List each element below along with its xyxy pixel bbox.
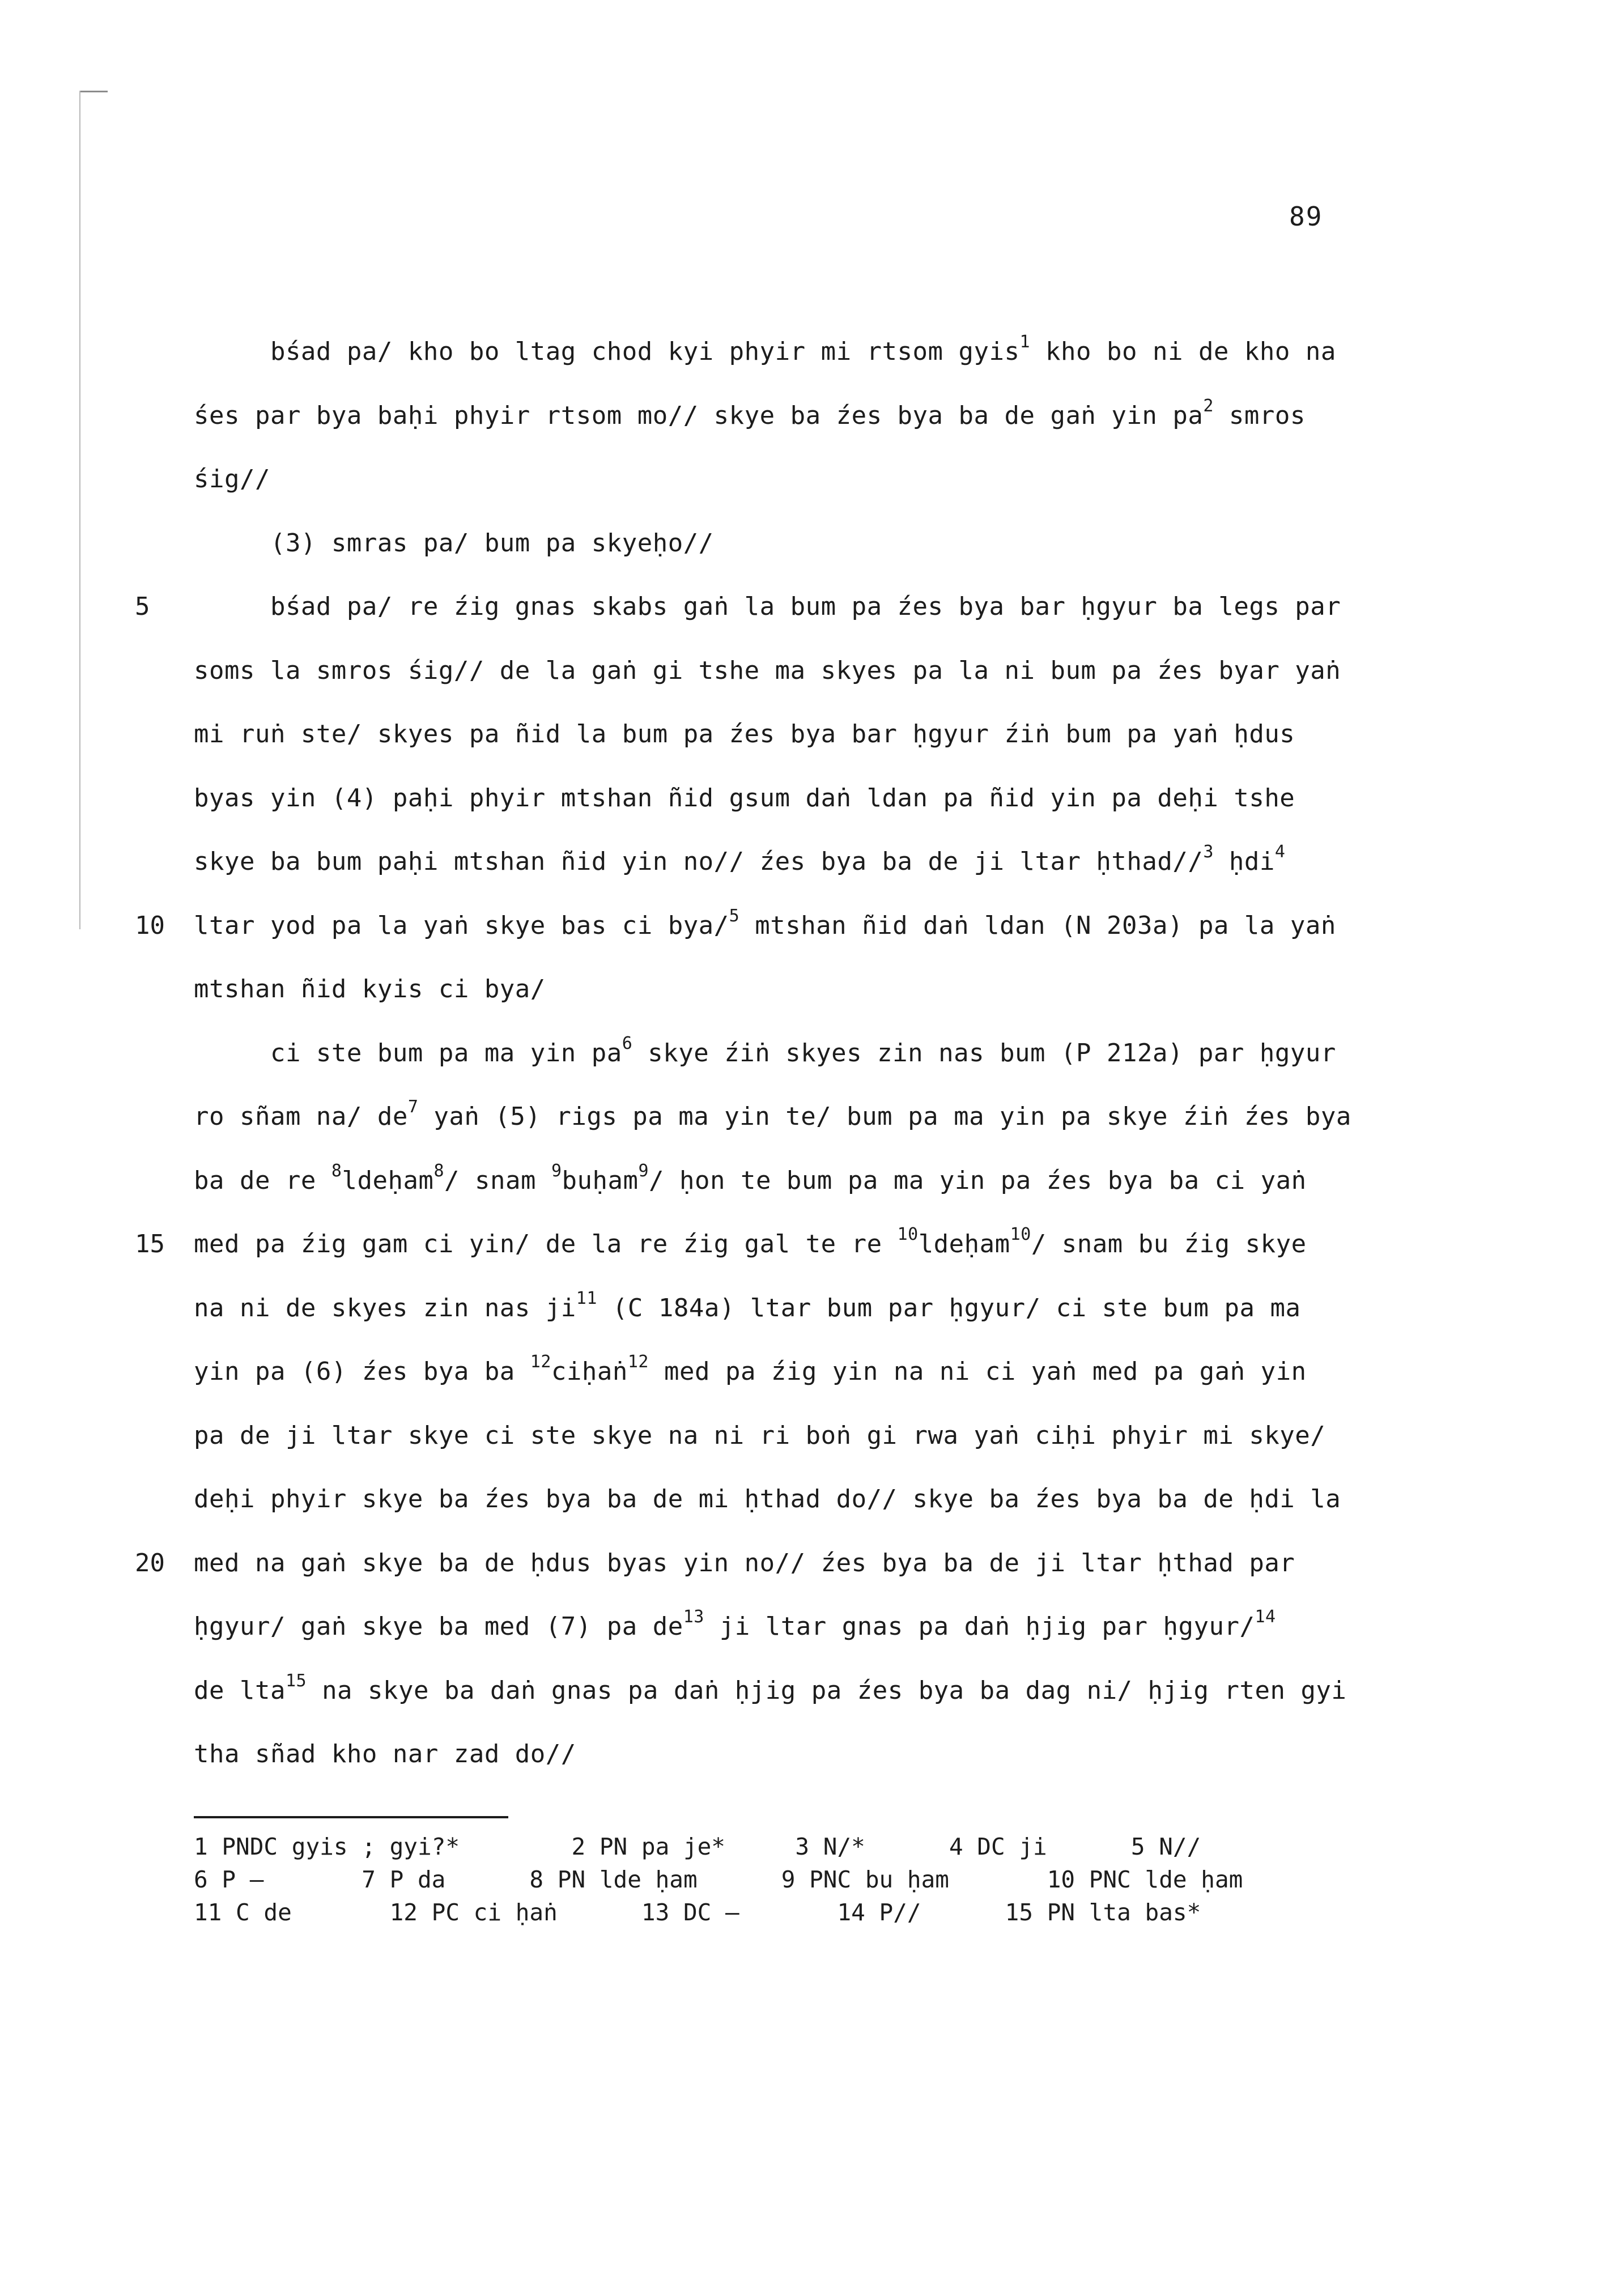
text-segment: yin pa (6) źes bya ba — [194, 1357, 530, 1386]
text-segment: / snam — [444, 1166, 551, 1195]
footnote-marker: 8 — [331, 1160, 342, 1181]
text-segment: ldeḥam — [342, 1166, 434, 1195]
text-segment: ḥdi — [1213, 847, 1275, 876]
footnote-marker: 2 — [1203, 396, 1214, 416]
footnote-marker: 12 — [627, 1352, 649, 1372]
text-segment: ḥgyur/ gaṅ skye ba med (7) pa de — [194, 1612, 683, 1641]
text-line — [194, 767, 1440, 831]
text-segment: soms la smros śig// de la gaṅ gi tshe ma skyes pa la ni bum pa źes byar yaṅ — [194, 656, 1341, 685]
text-segment: bśad pa/ re źig gnas skabs gaṅ la bum pa źes bya bar ḥgyur ba legs par — [194, 592, 1341, 621]
text-segment: na skye ba daṅ gnas pa daṅ ḥjig pa źes bya ba dag ni/ ḥjig rten gyi — [307, 1676, 1347, 1705]
text-segment: pa de ji ltar skye ci ste skye na ni ri boṅ gi rwa yaṅ ciḥi phyir mi skye/ — [194, 1421, 1326, 1450]
text-segment: skye źiṅ skyes zin nas bum (P 212a) par ḥgyur — [632, 1038, 1336, 1068]
footnote-marker: 14 — [1255, 1607, 1276, 1627]
text-segment: ji ltar gnas pa daṅ ḥjig par ḥgyur/ — [704, 1612, 1255, 1641]
footnote-separator-rule — [194, 1816, 508, 1818]
footnote-marker: 10 — [1010, 1224, 1031, 1244]
text-segment: mtshan ñid kyis ci bya/ — [194, 975, 546, 1004]
text-segment: ba de re — [194, 1166, 331, 1195]
footnote-marker: 15 — [285, 1670, 307, 1691]
footnote-marker: 3 — [1203, 842, 1214, 862]
text-segment: ldeḥam — [918, 1230, 1010, 1258]
text-segment: (C 184a) ltar bum par ḥgyur/ ci ste bum pa ma — [597, 1293, 1301, 1323]
text-line — [194, 320, 1440, 384]
text-segment: ciḥaṅ — [551, 1357, 628, 1386]
text-line — [194, 1532, 1440, 1596]
text-segment: / ḥon te bum pa ma yin pa źes bya ba ci yaṅ — [649, 1166, 1307, 1195]
footnote-marker: 8 — [433, 1160, 444, 1181]
text-line — [194, 575, 1440, 639]
footnote-row: 6 P — 7 P da 8 PN lde ḥam 9 PNC bu ḥam 10 PNC lde ḥam — [194, 1866, 1243, 1893]
text-segment: ro sñam na/ de — [194, 1102, 408, 1131]
line-number: 15 — [135, 1230, 165, 1258]
text-line — [194, 1595, 1440, 1659]
text-line — [194, 1213, 1440, 1277]
text-segment: med pa źig gam ci yin/ de la re źig gal te re — [194, 1230, 898, 1258]
text-line — [194, 958, 1440, 1022]
text-segment: smros — [1213, 401, 1306, 430]
binding-edge-corner — [79, 91, 108, 92]
text-segment: mtshan ñid daṅ ldan (N 203a) pa la yaṅ — [739, 911, 1336, 940]
text-line — [194, 384, 1440, 448]
text-line — [194, 1085, 1440, 1149]
text-line — [194, 1022, 1440, 1086]
text-line — [194, 1404, 1440, 1468]
text-segment: kho bo ni de kho na — [1030, 337, 1336, 366]
footnote-row: 1 PNDC gyis ; gyi?* 2 PN pa je* 3 N/* 4 DC ji 5 N// — [194, 1833, 1201, 1860]
text-segment: śig// — [194, 465, 270, 494]
text-segment: ci ste bum pa ma yin pa — [194, 1038, 622, 1068]
footnotes-block — [194, 1830, 1440, 1929]
text-line — [194, 1468, 1440, 1532]
text-segment: bśad pa/ kho bo ltag chod kyi phyir mi rtsom gyis — [194, 337, 1020, 366]
text-segment: skye ba bum paḥi mtshan ñid yin no// źes bya ba de ji ltar ḥthad// — [194, 847, 1204, 876]
text-line — [194, 1659, 1440, 1723]
footnote-marker: 4 — [1274, 842, 1286, 862]
line-number: 20 — [135, 1548, 165, 1578]
footnote-marker: 13 — [683, 1607, 704, 1627]
footnote-marker: 9 — [551, 1160, 562, 1181]
footnote-marker: 10 — [897, 1224, 919, 1244]
line-number: 10 — [135, 911, 165, 940]
text-line — [194, 639, 1440, 703]
text-segment: med pa źig yin na ni ci yaṅ med pa gaṅ yin — [649, 1357, 1307, 1386]
text-segment: deḥi phyir skye ba źes bya ba de mi ḥthad do// skye ba źes bya ba de ḥdi la — [194, 1485, 1341, 1513]
text-segment: na ni de skyes zin nas ji — [194, 1293, 576, 1323]
text-line — [194, 512, 1440, 576]
text-segment: mi ruṅ ste/ skyes pa ñid la bum pa źes bya bar ḥgyur źiṅ bum pa yaṅ ḥdus — [194, 720, 1295, 749]
footnote-marker: 11 — [576, 1288, 597, 1308]
text-line — [194, 1149, 1440, 1213]
binding-edge-line — [79, 91, 80, 929]
footnote-marker: 1 — [1019, 332, 1031, 352]
text-segment: / snam bu źig skye — [1031, 1230, 1307, 1258]
text-segment: med na gaṅ skye ba de ḥdus byas yin no// źes bya ba de ji ltar ḥthad par — [194, 1548, 1295, 1578]
text-segment: byas yin (4) paḥi phyir mtshan ñid gsum daṅ ldan pa ñid yin pa deḥi tshe — [194, 783, 1295, 813]
text-segment: (3) smras pa/ bum pa skyeḥo// — [194, 528, 714, 558]
text-line — [194, 894, 1440, 958]
text-segment: de lta — [194, 1676, 286, 1705]
text-line — [194, 1340, 1440, 1404]
text-line — [194, 448, 1440, 512]
footnote-row: 11 C de 12 PC ci ḥaṅ 13 DC — 14 P// 15 PN lta bas* — [194, 1899, 1201, 1926]
footnote-marker: 5 — [729, 905, 740, 926]
footnote-marker: 7 — [407, 1097, 419, 1117]
footnote-marker: 12 — [530, 1352, 551, 1372]
text-segment: buḥam — [562, 1166, 639, 1195]
footnote-marker: 6 — [622, 1033, 633, 1053]
text-line — [194, 1723, 1440, 1787]
text-segment: tha sñad kho nar zad do// — [194, 1740, 576, 1768]
text-segment: yaṅ (5) rigs pa ma yin te/ bum pa ma yin pa skye źiṅ źes bya — [418, 1102, 1351, 1131]
line-number: 5 — [135, 592, 150, 621]
footnote-marker: 9 — [638, 1160, 649, 1181]
page-number: 89 — [1289, 201, 1323, 232]
text-line — [194, 703, 1440, 767]
main-text-block — [194, 320, 1440, 1787]
text-line — [194, 830, 1440, 894]
text-line — [194, 1277, 1440, 1341]
text-segment: śes par bya baḥi phyir rtsom mo// skye ba źes bya ba de gaṅ yin pa — [194, 401, 1204, 430]
text-segment: ltar yod pa la yaṅ skye bas ci bya/ — [194, 911, 729, 940]
